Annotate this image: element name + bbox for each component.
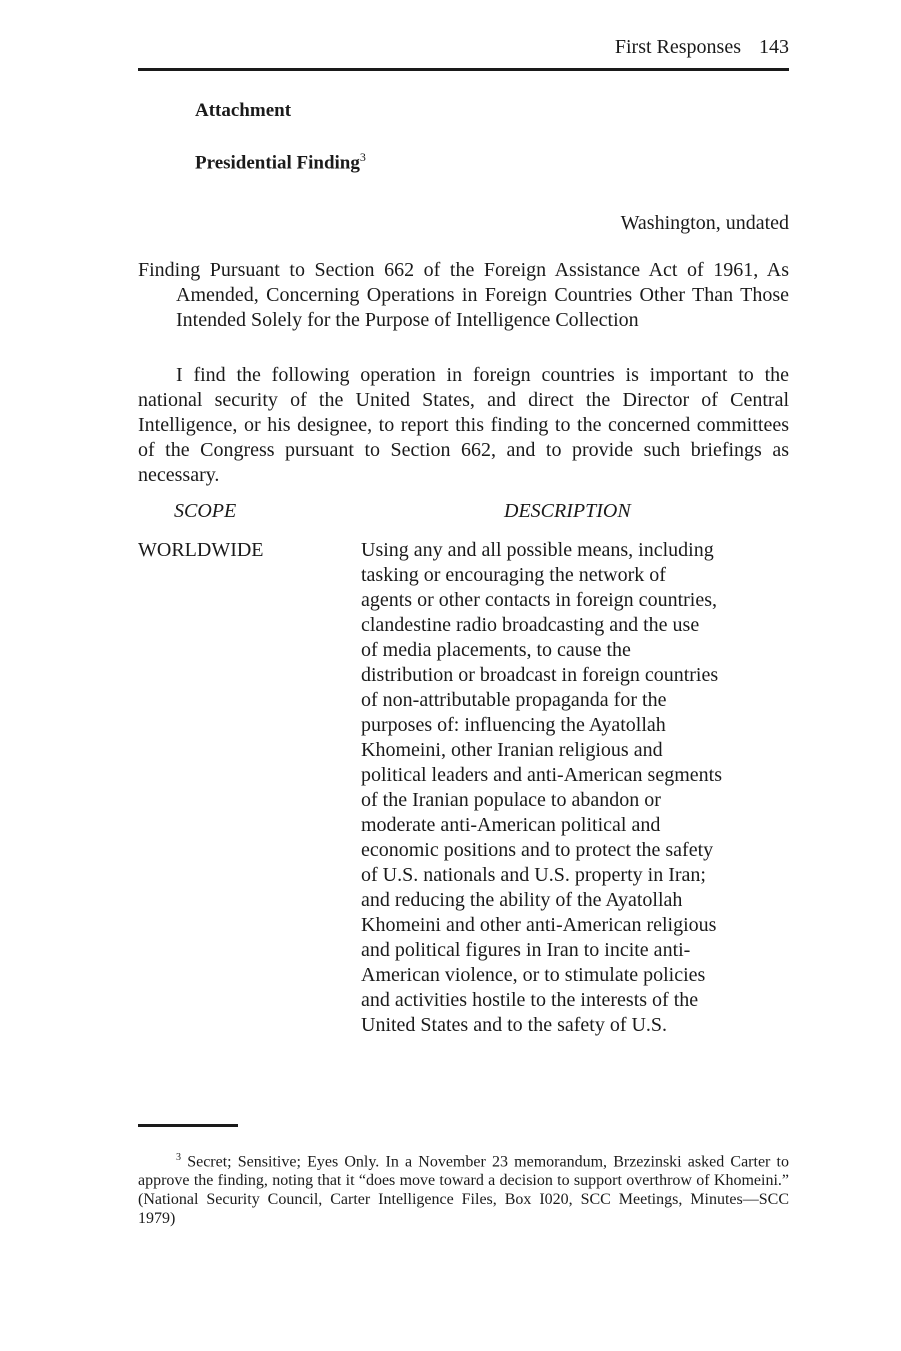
document-page <box>138 0 789 1351</box>
page-number: 143 <box>759 36 789 58</box>
finding-title: Finding Pursuant to Section 662 of the Foreign Assistance Act of 1961, As Amended, Concerning Operations in Foreign Countries Other Than Those Intended Solely for the Purpose of Intelligence Collection <box>138 259 789 331</box>
description-line: moderate anti-American political and <box>361 814 661 836</box>
scope-column-header: SCOPE <box>174 500 237 522</box>
description-line: United States and to the safety of U.S. <box>361 1014 668 1036</box>
description-line: political leaders and anti-American segments <box>361 764 722 786</box>
description-line: economic positions and to protect the safety <box>361 839 714 861</box>
body-paragraph: I find the following operation in foreign countries is important to the national security of the United States, and direct the Director of Central Intelligence, or his designee, to report this finding to the concerned committees of the Congress pursuant to Section 662, and to provide such briefings as necessary. <box>138 364 789 486</box>
description-line: agents or other contacts in foreign countries, <box>361 589 717 611</box>
description-line: of the Iranian populace to abandon or <box>361 789 661 811</box>
footnote-text: Secret; Sensitive; Eyes Only. In a November 23 memorandum, Brzezinski asked Carter to approve the finding, noting that it “does move toward a decision to support overthrow of Khomeini.” (National Security Council, Carter Intelligence Files, Box I020, SCC Meetings, Minutes—SCC 1979) <box>138 1153 790 1228</box>
description-line: and activities hostile to the interests of the <box>361 989 699 1011</box>
attachment-heading: Attachment <box>195 100 292 121</box>
header-rule <box>138 68 789 71</box>
description-line: of media placements, to cause the <box>361 639 631 661</box>
running-head-title: First Responses <box>614 36 741 58</box>
description-line: tasking or encouraging the network of <box>361 564 666 586</box>
description-column-header: DESCRIPTION <box>504 500 631 522</box>
dateline: Washington, undated <box>620 212 789 234</box>
description-line: distribution or broadcast in foreign countries <box>361 664 719 686</box>
finding-heading <box>195 150 366 174</box>
footnote-marker: 3 <box>176 1152 181 1163</box>
description-line: American violence, or to stimulate policies <box>361 964 706 986</box>
description-line: Khomeini, other Iranian religious and <box>361 739 663 761</box>
scope-value: WORLDWIDE <box>138 539 264 561</box>
description-text <box>361 538 789 1038</box>
footnote-reference: 3 <box>359 150 366 164</box>
description-line: and reducing the ability of the Ayatollah <box>361 889 683 911</box>
description-line: and political figures in Iran to incite anti- <box>361 939 691 961</box>
description-line: of non-attributable propaganda for the <box>361 689 667 711</box>
description-line: clandestine radio broadcasting and the use <box>361 614 700 636</box>
description-line: of U.S. nationals and U.S. property in Iran; <box>361 864 706 886</box>
description-line: Using any and all possible means, including <box>361 539 714 561</box>
footnote-rule <box>138 1124 238 1127</box>
running-head <box>615 36 789 59</box>
description-line: Khomeini and other anti-American religious <box>361 914 717 936</box>
finding-heading-text: Presidential Finding <box>195 152 360 174</box>
footnote <box>138 1148 789 1228</box>
description-line: purposes of: influencing the Ayatollah <box>361 714 666 736</box>
